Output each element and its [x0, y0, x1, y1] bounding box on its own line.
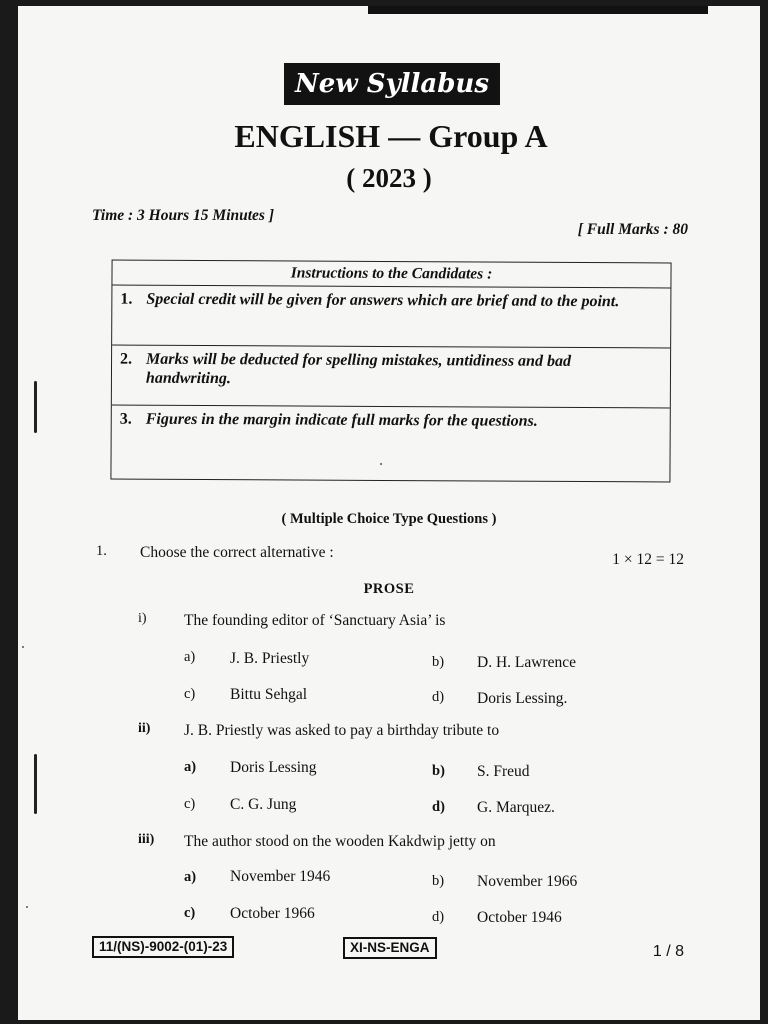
option-value: November 1966 — [477, 873, 578, 890]
option-value: Doris Lessing — [230, 759, 317, 776]
option-label: b) — [432, 654, 445, 670]
sub-question-number: ii) — [138, 721, 151, 736]
instruction-number: 3. — [119, 410, 132, 428]
question-marks: 1 × 12 = 12 — [612, 551, 684, 568]
scan-speck — [22, 646, 24, 648]
option-label: a) — [184, 759, 197, 775]
question-number: 1. — [96, 543, 107, 559]
option-label: d) — [432, 909, 445, 925]
option-value: S. Freud — [477, 763, 530, 780]
option-label: d) — [432, 689, 445, 705]
new-syllabus-badge: New Syllabus — [284, 63, 500, 105]
sub-question-number: iii) — [138, 832, 155, 847]
paper-serial-code: 11/(NS)-9002-(01)-23 — [92, 936, 234, 958]
margin-mark — [34, 381, 37, 433]
option-label: a) — [184, 649, 196, 665]
instruction-item — [112, 406, 670, 464]
exam-page — [18, 6, 760, 1020]
sub-question-text: The founding editor of ‘Sanctuary Asia’ is — [184, 612, 446, 629]
option-value: D. H. Lawrence — [477, 654, 576, 671]
option-value: Doris Lessing. — [477, 690, 568, 707]
section-title: ( Multiple Choice Type Questions ) — [281, 511, 497, 527]
time-allowed: Time : 3 Hours 15 Minutes ] — [92, 207, 274, 224]
instruction-text: Marks will be deducted for spelling mistakes, untidiness and bad handwriting. — [145, 350, 572, 388]
full-marks: [ Full Marks : 80 — [577, 221, 688, 238]
instruction-text: Special credit will be given for answers which are brief and to the point. — [146, 290, 620, 311]
instructions-heading: Instructions to the Candidates : — [112, 261, 670, 289]
exam-year: ( 2023 ) — [346, 163, 432, 193]
option-value: October 1966 — [230, 905, 315, 922]
margin-mark — [34, 754, 37, 814]
scan-edge-mark — [368, 6, 708, 14]
option-value: November 1946 — [230, 868, 331, 885]
instruction-item — [112, 286, 670, 349]
scan-speck — [26, 906, 28, 908]
sub-question-text: The author stood on the wooden Kakdwip jetty on — [184, 833, 496, 850]
option-value: J. B. Priestly — [230, 650, 310, 667]
instruction-item — [112, 346, 670, 409]
instruction-text: Figures in the margin indicate full marks for the questions. — [145, 410, 538, 430]
page-number: 1 / 8 — [652, 943, 684, 960]
option-label: b) — [432, 763, 445, 779]
question-text: Choose the correct alternative : — [140, 544, 334, 561]
paper-code: XI-NS-ENGA — [343, 937, 437, 959]
option-label: c) — [184, 796, 196, 812]
option-value: G. Marquez. — [477, 799, 555, 816]
option-value: October 1946 — [477, 909, 562, 926]
option-label: d) — [432, 799, 445, 815]
instruction-number: 2. — [120, 350, 133, 368]
subject-title: ENGLISH — Group A — [234, 118, 548, 154]
option-label: a) — [184, 869, 197, 885]
instruction-number: 1. — [120, 290, 133, 308]
option-label: c) — [184, 686, 196, 702]
option-value: C. G. Jung — [230, 796, 297, 813]
sub-question-text: J. B. Priestly was asked to pay a birthday tribute to — [184, 722, 500, 739]
option-label: b) — [432, 873, 445, 889]
instructions-box — [110, 260, 671, 483]
option-label: c) — [184, 905, 196, 921]
prose-heading: PROSE — [363, 581, 415, 597]
option-value: Bittu Sehgal — [230, 686, 308, 703]
sub-question-number: i) — [138, 611, 147, 626]
